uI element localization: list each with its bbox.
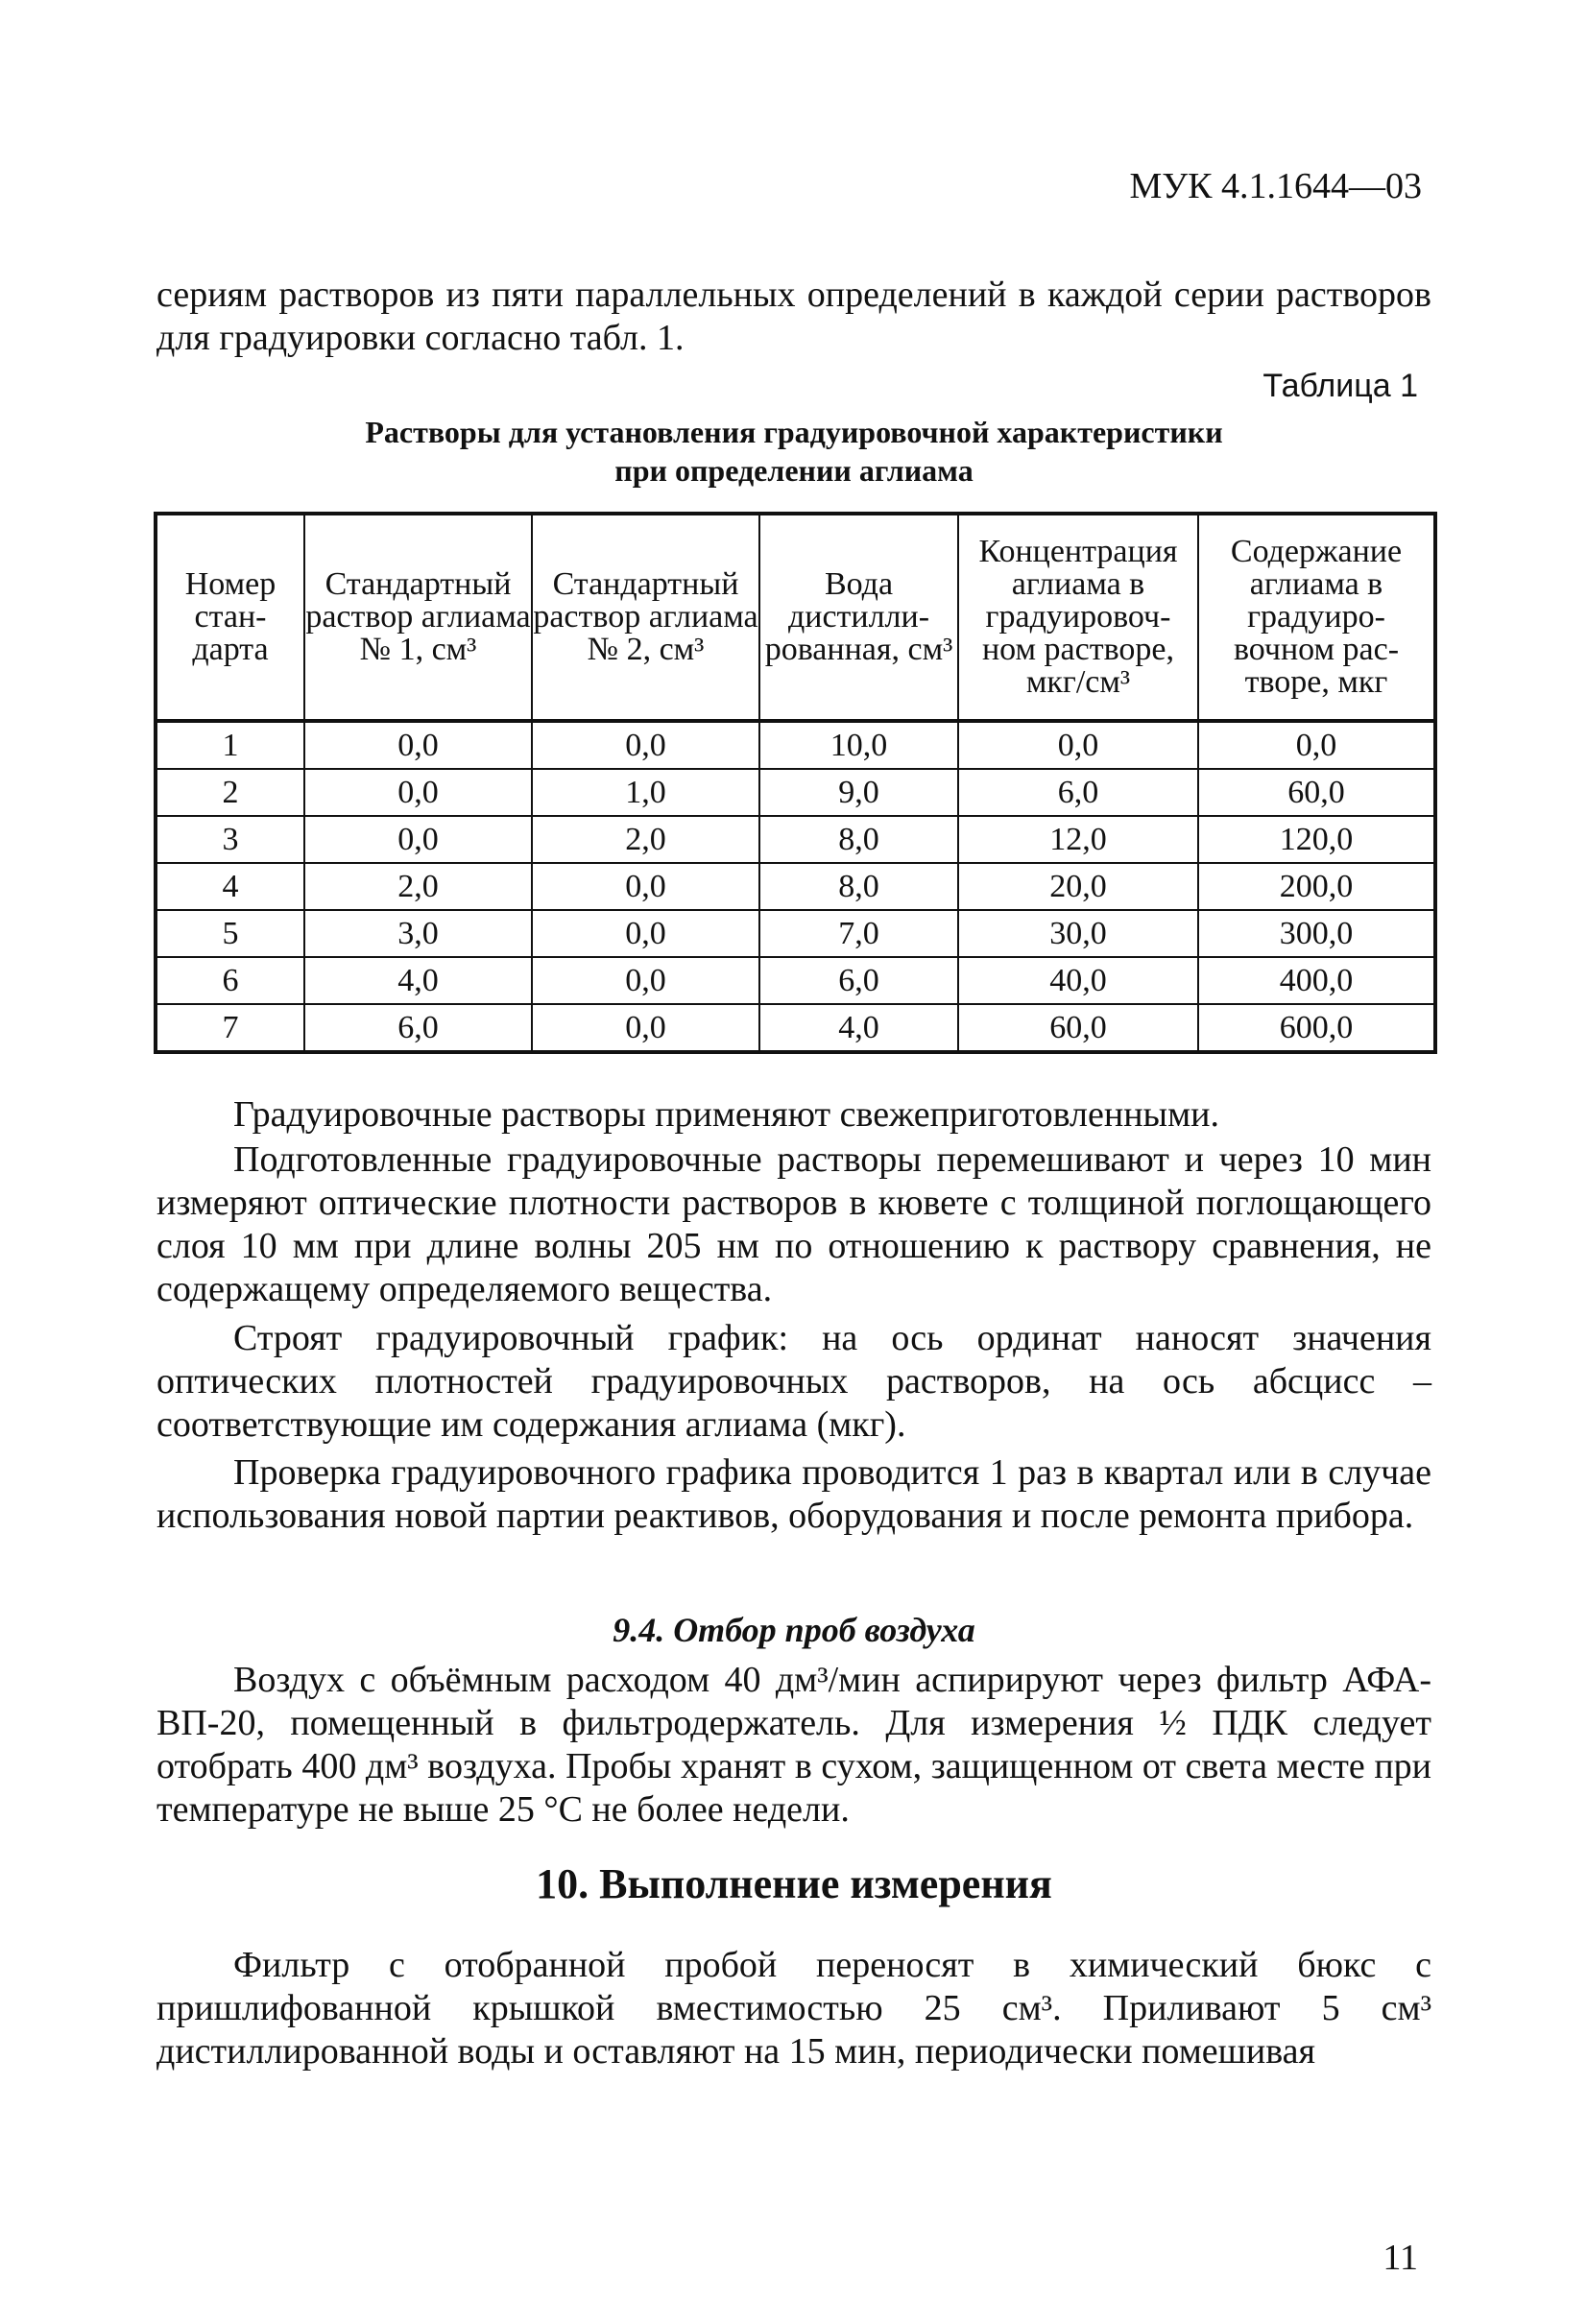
table-cell: 10,0 — [759, 721, 958, 769]
table-cell: 6,0 — [958, 769, 1198, 816]
header-cell: Стандартный раствор аглиама № 1, см³ — [304, 514, 532, 721]
table-cell: 7 — [156, 1004, 304, 1052]
table-cell: 4 — [156, 863, 304, 910]
table-cell: 0,0 — [532, 721, 759, 769]
table-cell: 0,0 — [304, 721, 532, 769]
section-9-4-text: Воздух с объёмным расходом 40 дм³/мин аспирируют через фильтр АФА-ВП-20, помещенный в фильтродержатель. Для измерения ½ ПДК следует отобрать 400 дм³ воздуха. Пробы хранят в сухом, защищенном от света месте при температуре не выше 25 °С не более недели. — [156, 1660, 1431, 1830]
table-cell: 0,0 — [532, 910, 759, 957]
document-code: МУК 4.1.1644—03 — [1129, 166, 1422, 206]
table-cell: 60,0 — [958, 1004, 1198, 1052]
table-cell: 4,0 — [304, 957, 532, 1004]
table-row — [156, 863, 1435, 910]
table-cell: 20,0 — [958, 863, 1198, 910]
table-cell: 3 — [156, 816, 304, 863]
header-cell: Номер стан-дарта — [156, 514, 304, 721]
section-9-4-title: 9.4. Отбор проб воздуха — [613, 1611, 975, 1649]
table-header-row — [156, 514, 1435, 721]
table-row — [156, 957, 1435, 1004]
table-cell: 6 — [156, 957, 304, 1004]
table-cell: 30,0 — [958, 910, 1198, 957]
table-cell: 400,0 — [1198, 957, 1435, 1004]
table-cell: 7,0 — [759, 910, 958, 957]
table-cell: 1,0 — [532, 769, 759, 816]
table-cell: 0,0 — [532, 957, 759, 1004]
header-cell: Стандартный раствор аглиама № 2, см³ — [532, 514, 759, 721]
table-row — [156, 721, 1435, 769]
page-number: 11 — [1383, 2238, 1418, 2278]
paragraph-1: Градуировочные растворы применяют свежеприготовленными. — [233, 1094, 1219, 1135]
paragraph-4: Проверка градуировочного графика проводится 1 раз в квартал или в случае использования новой партии реактивов, оборудования и после ремонта прибора. — [156, 1452, 1431, 1536]
table-row — [156, 769, 1435, 816]
table-cell: 1 — [156, 721, 304, 769]
table-cell: 0,0 — [304, 769, 532, 816]
section-10-text: Фильтр с отобранной пробой переносят в химический бюкс с пришлифованной крышкой вместимостью 25 см³. Приливают 5 см³ дистиллированной воды и оставляют на 15 мин, периодически помешивая — [156, 1945, 1431, 2072]
table-cell: 9,0 — [759, 769, 958, 816]
table-cell: 6,0 — [304, 1004, 532, 1052]
table-title-line2: при определении аглиама — [614, 453, 974, 488]
table-cell: 4,0 — [759, 1004, 958, 1052]
standards-table — [154, 512, 1437, 1054]
table-title-line1: Растворы для установления градуировочной характеристики — [365, 415, 1223, 449]
table-cell: 0,0 — [958, 721, 1198, 769]
header-cell: Содержание аглиама в градуиро-вочном рас-творе, мкг — [1198, 514, 1435, 721]
table-cell: 0,0 — [304, 816, 532, 863]
table-cell: 60,0 — [1198, 769, 1435, 816]
table-cell: 600,0 — [1198, 1004, 1435, 1052]
table-row — [156, 816, 1435, 863]
paragraph-3: Строят градуировочный график: на ось ординат наносят значения оптических плотностей градуировочных растворов, на ось абсцисс – соответствующие им содержания аглиама (мкг). — [156, 1318, 1431, 1445]
section-10-title: 10. Выполнение измерения — [536, 1860, 1052, 1907]
intro-paragraph: сериям растворов из пяти параллельных определений в каждой серии растворов для градуировки согласно табл. 1. — [156, 275, 1431, 358]
table-cell: 2 — [156, 769, 304, 816]
table-row — [156, 910, 1435, 957]
table-cell: 0,0 — [532, 1004, 759, 1052]
table-cell: 5 — [156, 910, 304, 957]
table-cell: 8,0 — [759, 863, 958, 910]
header-cell: Вода дистилли-рованная, см³ — [759, 514, 958, 721]
table-cell: 3,0 — [304, 910, 532, 957]
table-cell: 120,0 — [1198, 816, 1435, 863]
table-cell: 8,0 — [759, 816, 958, 863]
table-cell: 200,0 — [1198, 863, 1435, 910]
table-cell: 0,0 — [532, 863, 759, 910]
table-title — [156, 413, 1431, 490]
table-caption: Таблица 1 — [1262, 368, 1418, 404]
header-cell: Концентрация аглиама в градуировоч-ном растворе, мкг/см³ — [958, 514, 1198, 721]
table-row — [156, 1004, 1435, 1052]
table-cell: 2,0 — [304, 863, 532, 910]
table-cell: 6,0 — [759, 957, 958, 1004]
table-cell: 2,0 — [532, 816, 759, 863]
table-cell: 300,0 — [1198, 910, 1435, 957]
paragraph-2: Подготовленные градуировочные растворы перемешивают и через 10 мин измеряют оптические плотности растворов в кювете с толщиной поглощающего слоя 10 мм при длине волны 205 нм по отношению к раствору сравнения, не содержащему определяемого вещества. — [156, 1139, 1431, 1309]
table-cell: 12,0 — [958, 816, 1198, 863]
table-cell: 40,0 — [958, 957, 1198, 1004]
table-cell: 0,0 — [1198, 721, 1435, 769]
